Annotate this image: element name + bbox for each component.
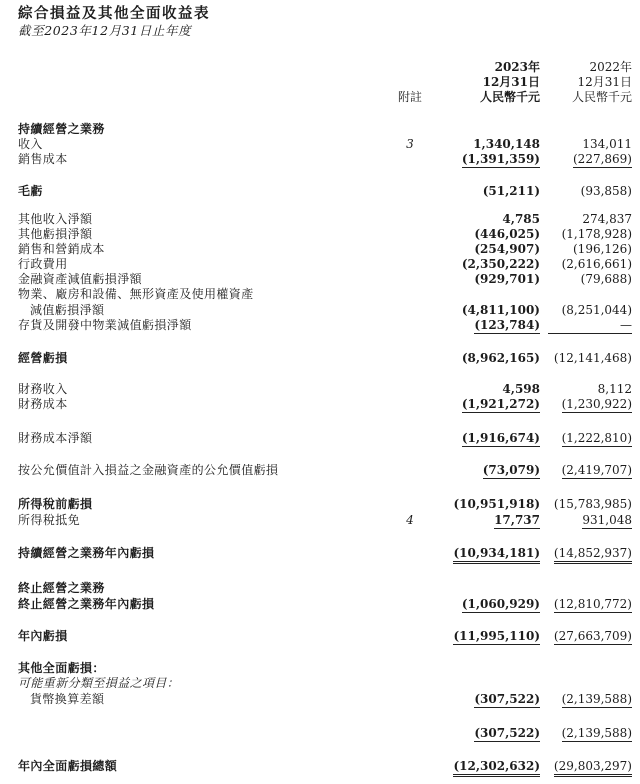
value-2023: (929,701) [474,272,540,286]
table-row-net-finance-costs [0,430,640,446]
row-label: 金融資產減值虧損淨額 [18,272,143,286]
table-row-continuing-loss [0,545,640,561]
value-2023: 4,785 [502,212,540,226]
row-label: 所得稅前虧損 [18,497,93,511]
row-note: 4 [406,513,414,527]
value-2022: 274,837 [582,212,632,226]
table-row-fair-value-loss [0,462,640,478]
value-2022: (2,139,588) [561,692,632,706]
row-label: 可能重新分類至損益之項目： [18,676,180,690]
value-2022: (2,616,661) [561,257,632,271]
value-2022: 134,011 [582,137,632,151]
value-2023: (2,350,222) [461,257,540,271]
value-2022: (12,810,772) [553,597,632,611]
value-2023: (4,811,100) [461,303,540,317]
value-2022: (12,141,468) [553,351,632,365]
value-2023: (254,907) [474,242,540,256]
row-label: 毛虧 [18,184,43,198]
table-row-finance-income [0,381,640,397]
value-2022: 931,048 [582,513,632,527]
section-other-comprehensive-loss [0,660,640,676]
value-2022: (93,858) [580,184,632,198]
table-row-inventory-impairment [0,317,640,333]
row-label: 收入 [18,137,43,151]
table-row-other-income [0,211,640,227]
value-2023: (307,522) [474,726,540,740]
header-2023-unit: 人民幣千元 [479,90,540,104]
table-row-admin-expenses [0,256,640,272]
value-2022: (79,688) [580,272,632,286]
value-2022: (27,663,709) [553,629,632,643]
value-2022: (227,869) [573,152,632,166]
table-row-loss-before-tax [0,496,640,512]
row-label: 存貨及開發中物業減值虧損淨額 [18,318,192,332]
row-label: 財務成本淨額 [18,431,93,445]
row-label: 年內全面虧損總額 [18,759,118,773]
row-label: 財務收入 [18,382,68,396]
table-row-ppe-impairment [0,302,640,318]
row-label: 所得稅抵免 [18,513,81,527]
value-2022: (15,783,985) [553,497,632,511]
header-2022-unit: 人民幣千元 [571,90,632,104]
row-label: 持續經營之業務年內虧損 [18,546,155,560]
value-2022: (1,222,810) [561,431,632,445]
statement-subtitle: 截至2023年12月31日止年度 [18,23,192,38]
row-label: 行政費用 [18,257,68,271]
underline-2022 [548,333,632,334]
value-2023: (446,025) [474,227,540,241]
table-row-cost-of-sales [0,151,640,167]
value-2022: (1,178,928) [561,227,632,241]
value-2023: 4,598 [502,382,540,396]
header-2022-year: 2022年 [589,60,632,74]
header-2023-year: 2023年 [494,60,540,74]
table-row-finance-costs [0,396,640,412]
header-2023-date: 12月31日 [482,75,540,89]
value-2023: (1,391,359) [461,152,540,166]
row-label: 貨幣換算差額 [30,692,105,706]
header-2023 [480,60,540,105]
header-2022-date: 12月31日 [577,75,632,89]
value-2023: (307,522) [474,692,540,706]
row-label: 年內虧損 [18,629,68,643]
value-2022: — [620,318,632,332]
table-row-other-losses [0,226,640,242]
row-label: 減值虧損淨額 [30,303,105,317]
table-row-selling-marketing [0,241,640,257]
row-label: 按公允價值計入損益之金融資產的公允價值虧損 [18,463,279,477]
table-row-ppe-label [0,286,640,302]
row-label: 銷售成本 [18,152,68,166]
value-2023: (1,921,272) [461,397,540,411]
row-label: 持續經營之業務 [18,122,105,136]
table-row-financial-asset-impairment [0,271,640,287]
value-2023: (11,995,110) [453,629,540,643]
table-row-loss-for-year [0,628,640,644]
value-2023: (12,302,632) [453,758,540,777]
row-note: 3 [406,137,414,151]
row-label: 銷售和營銷成本 [18,242,105,256]
note-column-header: 附註 [397,90,422,104]
value-2022: (2,139,588) [561,726,632,740]
table-row-reclassifiable-items [0,675,640,691]
value-2023: (1,060,929) [461,597,540,611]
value-2022: (29,803,297) [554,758,632,777]
value-2022: (14,852,937) [554,545,632,564]
row-label: 經營虧損 [18,351,68,365]
row-label: 物業、廠房和設備、無形資產及使用權資產 [18,287,254,301]
value-2022: (1,230,922) [561,397,632,411]
table-row-income-tax-credit [0,512,640,528]
value-2023: (51,211) [482,184,540,198]
value-2023: (10,934,181) [453,545,540,564]
value-2023: (123,784) [474,318,540,332]
value-2022: (8,251,044) [561,303,632,317]
value-2023: (1,916,674) [461,431,540,445]
value-2023: (8,962,165) [461,351,540,365]
row-label: 其他全面虧損： [18,661,105,675]
value-2023: (10,951,918) [453,497,540,511]
table-row-total-comprehensive-loss [0,758,640,774]
value-2023: 17,737 [494,513,540,527]
value-2022: (2,419,707) [561,463,632,477]
value-2023: (73,079) [482,463,540,477]
table-row-revenue [0,136,640,152]
value-2023: 1,340,148 [473,137,540,151]
row-label: 其他收入淨額 [18,212,93,226]
row-label: 其他虧損淨額 [18,227,93,241]
table-row-currency-translation [0,691,640,707]
table-row-gross-loss [0,183,640,199]
table-row-ocl-subtotal [0,725,640,741]
value-2022: 8,112 [597,382,632,396]
value-2022: (196,126) [573,242,632,256]
statement-title: 綜合損益及其他全面收益表 [18,5,210,22]
section-continuing-operations [0,121,640,137]
header-2022 [572,60,632,105]
row-label: 終止經營之業務 [18,581,105,595]
row-label: 終止經營之業務年內虧損 [18,597,155,611]
row-label: 財務成本 [18,397,68,411]
table-row-operating-loss [0,350,640,366]
table-row-discontinued-loss [0,596,640,612]
section-discontinued-operations [0,580,640,596]
